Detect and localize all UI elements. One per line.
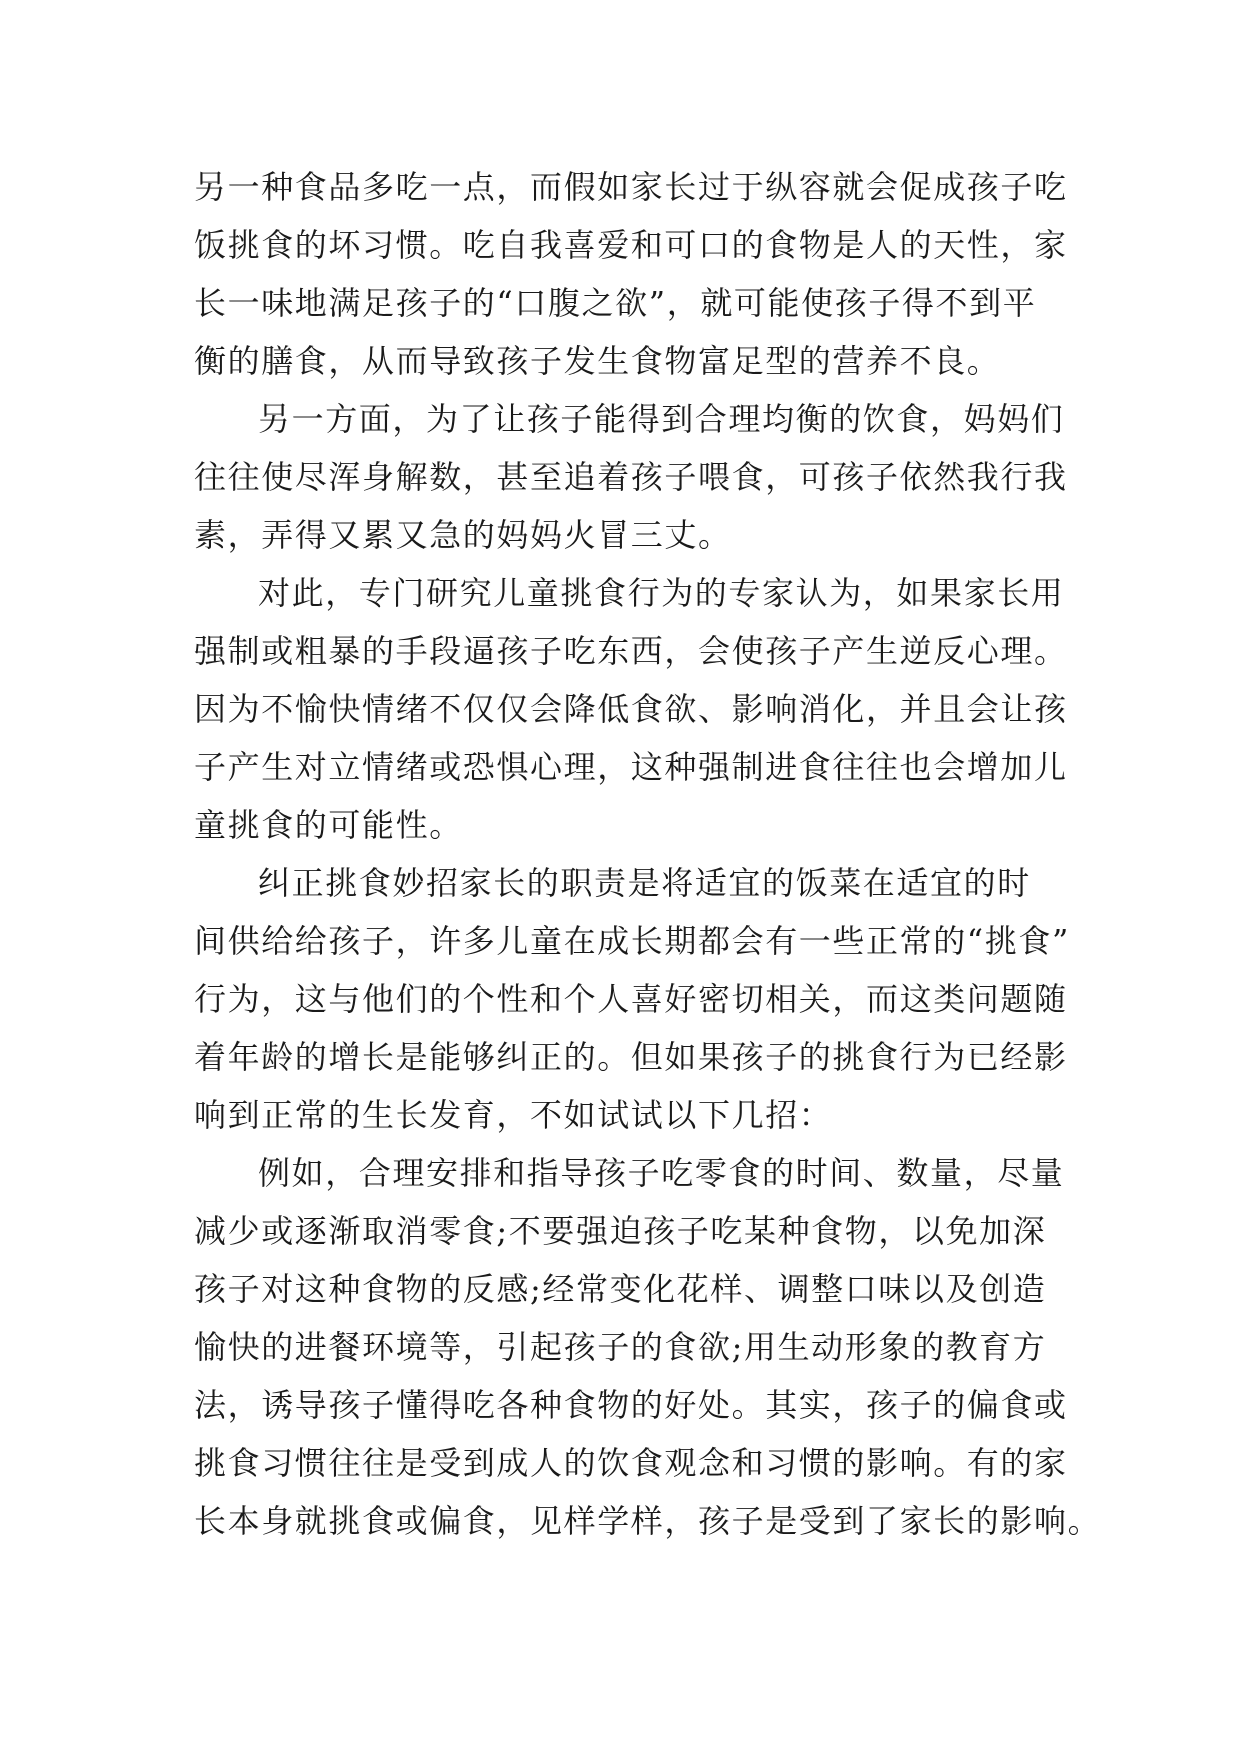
text-line: 素，弄得又累又急的妈妈火冒三丈。 <box>194 516 732 554</box>
paragraph <box>194 564 1068 854</box>
text-line: 法，诱导孩子懂得吃各种食物的好处。其实，孩子的偏食或 <box>194 1386 1068 1424</box>
text-line: 衡的膳食，从而导致孩子发生食物富足型的营养不良。 <box>194 342 1001 380</box>
text-line: 子产生对立情绪或恐惧心理，这种强制进食往往也会增加儿 <box>194 748 1068 786</box>
text-line: 往往使尽浑身解数，甚至追着孩子喂食，可孩子依然我行我 <box>194 458 1068 496</box>
text-line: 长一味地满足孩子的“口腹之欲”，就可能使孩子得不到平 <box>194 284 1037 322</box>
text-line: 另一方面，为了让孩子能得到合理均衡的饮食，妈妈们 <box>258 400 1065 438</box>
text-line: 愉快的进餐环境等，引起孩子的食欲;用生动形象的教育方 <box>194 1328 1047 1366</box>
text-line: 挑食习惯往往是受到成人的饮食观念和习惯的影响。有的家 <box>194 1444 1068 1482</box>
text-line: 另一种食品多吃一点，而假如家长过于纵容就会促成孩子吃 <box>194 168 1068 206</box>
text-line: 长本身就挑食或偏食，见样学样，孩子是受到了家长的影响。 <box>194 1502 1102 1540</box>
paragraph <box>194 1144 1102 1550</box>
document-body <box>194 158 1102 1550</box>
paragraph <box>194 390 1068 564</box>
paragraph <box>194 854 1070 1144</box>
paragraph <box>194 158 1068 390</box>
text-line: 例如，合理安排和指导孩子吃零食的时间、数量，尽量 <box>258 1154 1065 1192</box>
text-line: 强制或粗暴的手段逼孩子吃东西，会使孩子产生逆反心理。 <box>194 632 1068 670</box>
text-line: 孩子对这种食物的反感;经常变化花样、调整口味以及创造 <box>194 1270 1047 1308</box>
text-line: 饭挑食的坏习惯。吃自我喜爱和可口的食物是人的天性，家 <box>194 226 1068 264</box>
text-line: 行为，这与他们的个性和个人喜好密切相关，而这类问题随 <box>194 980 1068 1018</box>
text-line: 童挑食的可能性。 <box>194 806 463 844</box>
text-line: 间供给给孩子，许多儿童在成长期都会有一些正常的“挑食” <box>194 922 1070 960</box>
text-line: 对此，专门研究儿童挑食行为的专家认为，如果家长用 <box>258 574 1065 612</box>
text-line: 着年龄的增长是能够纠正的。但如果孩子的挑食行为已经影 <box>194 1038 1068 1076</box>
text-line: 纠正挑食妙招家长的职责是将适宜的饭菜在适宜的时 <box>258 864 1031 902</box>
text-line: 减少或逐渐取消零食;不要强迫孩子吃某种食物，以免加深 <box>194 1212 1047 1250</box>
text-line: 响到正常的生长发育，不如试试以下几招： <box>194 1096 833 1134</box>
text-line: 因为不愉快情绪不仅仅会降低食欲、影响消化，并且会让孩 <box>194 690 1068 728</box>
